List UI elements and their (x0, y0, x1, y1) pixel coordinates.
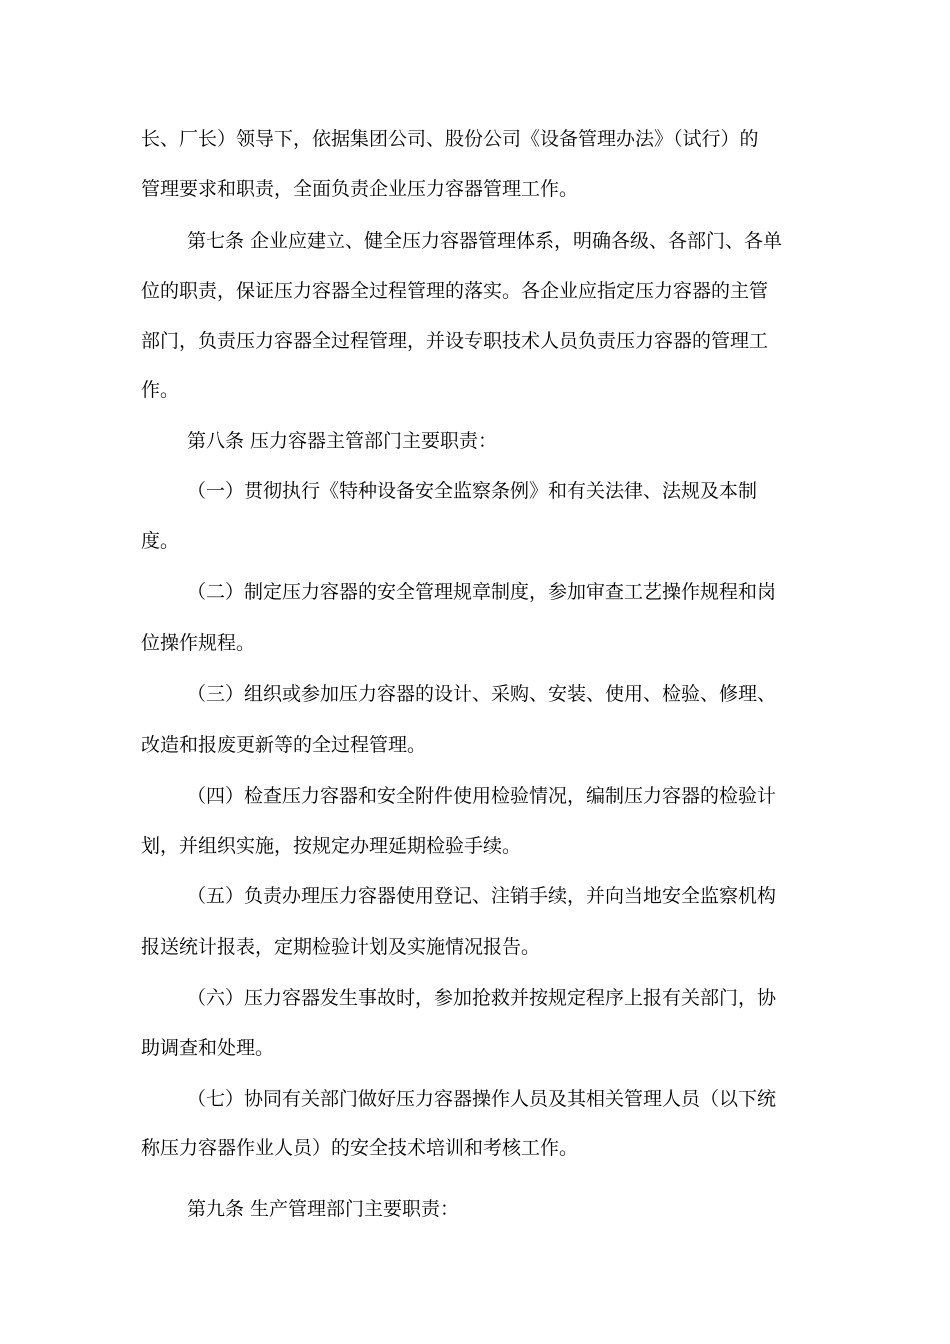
article-8-heading: 第八条 压力容器主管部门主要职责： (187, 430, 498, 452)
paragraph-line: 管理要求和职责，全面负责企业压力容器管理工作。 (141, 178, 579, 200)
paragraph-line: 划，并组织实施，按规定办理延期检验手续。 (141, 835, 522, 857)
paragraph-line: 位操作规程。 (141, 632, 256, 654)
item-1-line: （一）贯彻执行《特种设备安全监察条例》和有关法律、法规及本制 (187, 480, 758, 502)
paragraph-line: 报送统计报表，定期检验计划及实施情况报告。 (141, 936, 541, 958)
paragraph-line: 部门，负责压力容器全过程管理，并设专职技术人员负责压力容器的管理工 (141, 330, 769, 352)
paragraph-line: 位的职责，保证压力容器全过程管理的落实。各企业应指定压力容器的主管 (141, 280, 769, 302)
paragraph-line: 改造和报废更新等的全过程管理。 (141, 734, 427, 756)
paragraph-line: 度。 (141, 530, 180, 552)
item-4-line: （四）检查压力容器和安全附件使用检验情况，编制压力容器的检验计 (187, 785, 777, 807)
item-7-line: （七）协同有关部门做好压力容器操作人员及其相关管理人员（以下统 (187, 1088, 777, 1110)
paragraph-line: 作。 (141, 379, 180, 401)
item-3-line: （三）组织或参加压力容器的设计、采购、安装、使用、检验、修理、 (187, 683, 777, 705)
paragraph-line: 长、厂长）领导下，依据集团公司、股份公司《设备管理办法》（试行）的 (141, 128, 759, 150)
item-5-line: （五）负责办理压力容器使用登记、注销手续，并向当地安全监察机构 (187, 885, 777, 907)
paragraph-line: 助调查和处理。 (141, 1037, 275, 1059)
item-2-line: （二）制定压力容器的安全管理规章制度，参加审查工艺操作规程和岗 (187, 581, 777, 603)
paragraph-line: 称压力容器作业人员）的安全技术培训和考核工作。 (141, 1137, 579, 1159)
item-6-line: （六）压力容器发生事故时，参加抢救并按规定程序上报有关部门，协 (187, 987, 777, 1009)
article-7-line: 第七条 企业应建立、健全压力容器管理体系，明确各级、各部门、各单 (187, 230, 783, 252)
article-9-heading: 第九条 生产管理部门主要职责： (187, 1198, 460, 1220)
